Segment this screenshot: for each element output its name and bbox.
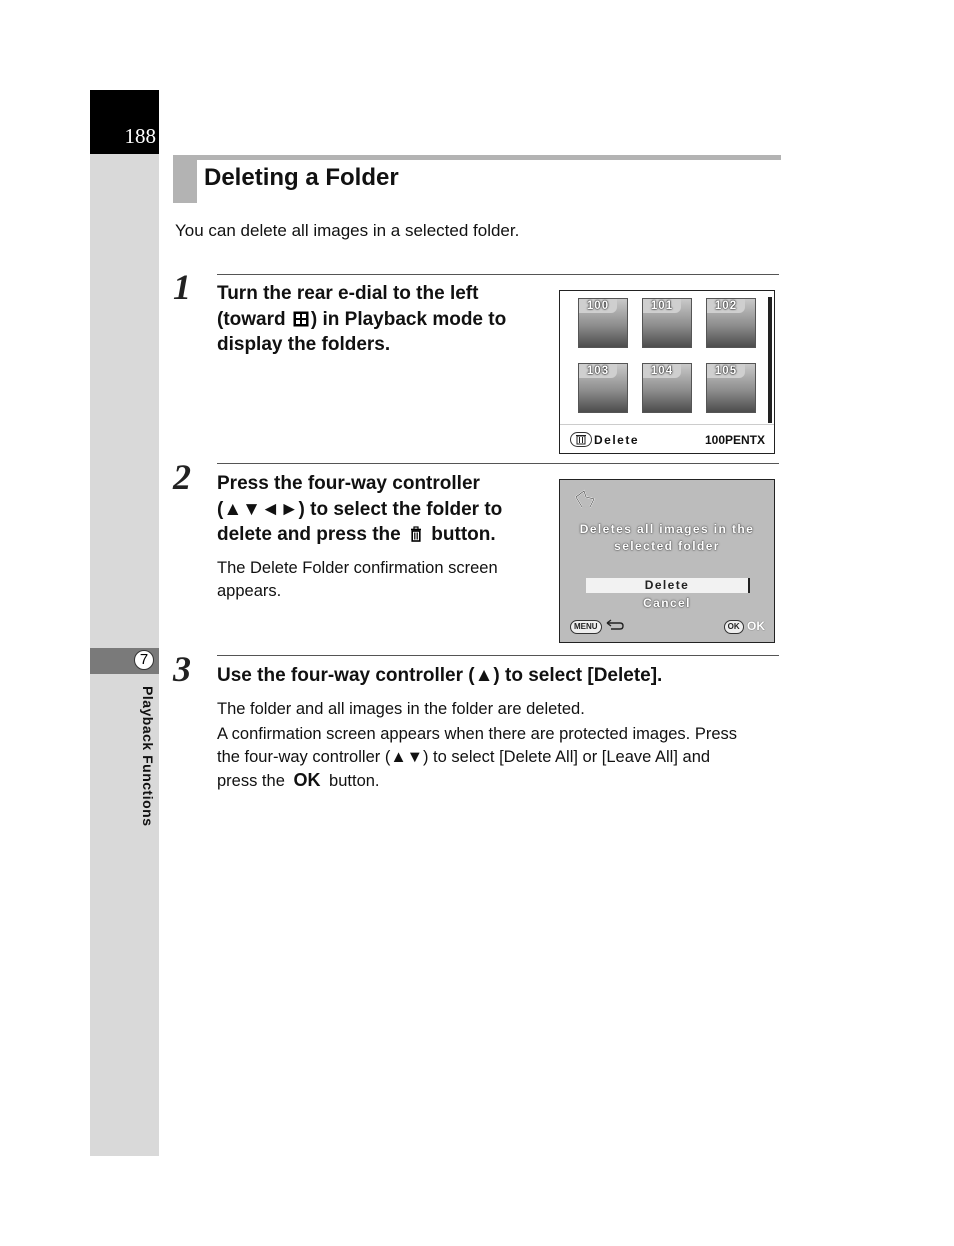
step-3-body2-line3a: press the (217, 772, 290, 790)
heading-marker (173, 155, 197, 203)
step-2-heading (217, 471, 547, 548)
folder-thumb (578, 363, 628, 413)
menu-back-hint (570, 619, 625, 634)
thumbnail-grid-icon (293, 311, 309, 327)
step-1-heading-line2a: (toward (217, 308, 291, 330)
trash-icon (408, 526, 424, 542)
folder-display-screen (559, 290, 775, 454)
ok-badge: OK (724, 620, 744, 634)
folder-label: 101 (643, 299, 681, 313)
step-3-rule (217, 655, 779, 656)
folder-thumb (578, 298, 628, 348)
cancel-option[interactable]: Cancel (643, 596, 691, 610)
folder-thumb (706, 298, 756, 348)
step-1-rule (217, 274, 779, 275)
step-2-body (217, 557, 547, 603)
folder-label: 105 (707, 364, 745, 378)
folder-label: 102 (707, 299, 745, 313)
folder-delete-icon (574, 489, 596, 509)
step-2-heading-line3a: delete and press the (217, 524, 407, 545)
step-2-heading-line3b: button. (426, 524, 496, 545)
folder-thumb (706, 363, 756, 413)
step-2-rule (217, 463, 779, 464)
trash-badge-icon (570, 432, 592, 447)
step-2-body-line2: appears. (217, 582, 282, 600)
chapter-number: 7 (134, 650, 154, 670)
confirm-message-line1: Deletes all images in the (579, 522, 755, 536)
ok-button-glyph: OK (293, 770, 321, 790)
ok-label: OK (747, 619, 765, 633)
folder-thumb (642, 363, 692, 413)
delete-label: Delete (594, 433, 640, 447)
step-3-body (217, 698, 779, 793)
step-2-heading-line1: Press the four-way controller (217, 473, 480, 494)
folder-label: 100 (579, 299, 617, 313)
step-3-body2-line1: A confirmation screen appears when there are protected images. Press (217, 725, 738, 743)
folder-label: 103 (579, 364, 617, 378)
screen1-status-bar (560, 424, 774, 453)
step-3-heading: Use the four-way controller (▲) to select [Delete]. (217, 665, 663, 686)
chapter-label: Playback Functions (140, 686, 156, 827)
step-2-body-line1: The Delete Folder confirmation screen (217, 559, 498, 577)
delete-option[interactable]: Delete (586, 578, 750, 593)
step-2-number: 2 (173, 457, 191, 497)
step-1-heading-line2b: ) in Playback mode to (310, 308, 507, 330)
page-number: 188 (124, 124, 156, 148)
step-1-heading-line3: display the folders. (217, 334, 391, 355)
section-title: Deleting a Folder (204, 164, 399, 191)
intro-text: You can delete all images in a selected folder. (175, 221, 520, 240)
step-3-body2-line2: the four-way controller (▲▼) to select [Delete All] or [Leave All] and (217, 748, 711, 766)
step-1-heading-line1: Turn the rear e-dial to the left (217, 283, 479, 304)
side-margin-strip (90, 90, 159, 1156)
step-3-number: 3 (173, 649, 191, 689)
step-1-heading-line2 (217, 307, 547, 333)
step-1-heading (217, 281, 547, 358)
ok-hint (724, 619, 765, 634)
delete-folder-screen (559, 479, 775, 643)
confirm-message-line2: selected folder (614, 539, 720, 553)
folder-thumb (642, 298, 692, 348)
heading-rule (173, 155, 781, 160)
step-2-heading-line2: (▲▼◄►) to select the folder to (217, 498, 503, 520)
back-arrow-icon (605, 619, 625, 631)
step-3-body2-line3b: button. (324, 772, 380, 790)
scrollbar (768, 297, 772, 423)
folder-label: 104 (643, 364, 681, 378)
step-2-heading-line3 (217, 522, 547, 548)
folder-name: 100PENTX (704, 433, 765, 447)
step-1-number: 1 (173, 267, 191, 307)
step-3-body1: The folder and all images in the folder are deleted. (217, 700, 585, 718)
menu-badge: MENU (570, 620, 602, 634)
step-3-body2-line3 (217, 769, 779, 793)
